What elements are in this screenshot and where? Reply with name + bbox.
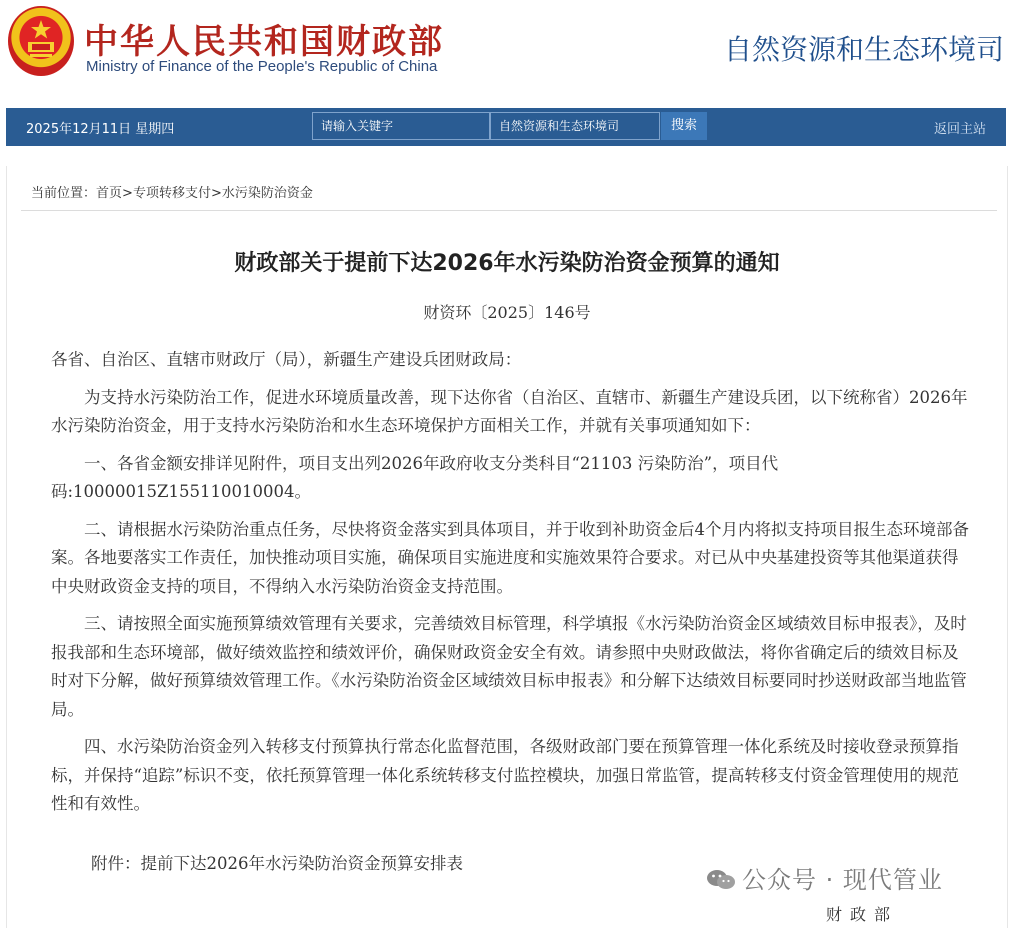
department-title: 自然资源和生态环境司: [723, 33, 1004, 66]
divider: [21, 210, 997, 211]
attachment-link[interactable]: 附件：提前下达2026年水污染防治资金预算安排表: [91, 854, 463, 873]
watermark: [706, 860, 943, 895]
return-home-link[interactable]: 返回主站: [933, 122, 986, 137]
salutation: 各省、自治区、直辖市财政厅（局），新疆生产建设兵团财政局：: [51, 350, 522, 369]
breadcrumb-item-transfer[interactable]: 专项转移支付: [132, 186, 211, 201]
breadcrumb-separator: >: [210, 186, 222, 201]
body-paragraph: 四、水污染防治资金列入转移支付预算执行常态化监督范围，各级财政部门要在预算管理一体化系统及时接收登录预算指标，并保持“追踪”标识不变，依托预算管理一体化系统转移支付监控模块，加强日常监管，提高转移支付资金管理使用的规范性和有效性。: [51, 737, 959, 813]
page-title: 财政部关于提前下达2026年水污染防治资金预算的通知: [234, 251, 780, 276]
national-emblem-icon: [8, 6, 74, 76]
wechat-icon: [706, 869, 736, 891]
breadcrumb-item-home[interactable]: 首页: [96, 186, 123, 201]
content-panel: [6, 166, 1008, 928]
breadcrumb: [31, 182, 313, 201]
breadcrumb-item-water-fund[interactable]: 水污染防治资金: [221, 186, 313, 201]
body-paragraph: 二、请根据水污染防治重点任务，尽快将资金落实到具体项目，并于收到补助资金后4个月内将拟支持项目报生态环境部备案。各地要落实工作责任，加快推动项目实施，确保项目实施进度和实施效果符合要求。对已从中央基建投资等其他渠道获得中央财政资金支持的项目，不得纳入水污染防治资金支持范围。: [51, 519, 969, 596]
site-header: [0, 0, 1012, 100]
body-paragraph: 三、请按照全面实施预算绩效管理有关要求，完善绩效目标管理，科学填报《水污染防治资金区域绩效目标申报表》，及时报我部和生态环境部，做好绩效监控和绩效评价，确保财政资金安全有效。请参照中央财政做法，将你省确定后的绩效目标及时对下分解，做好预算绩效管理工作。《水污染防治资金区域绩效目标申报表》和分解下达绩效目标要同时抄送财政部当地监管局。: [51, 614, 967, 719]
search-scope-select[interactable]: 自然资源和生态环境司: [490, 112, 660, 140]
search-button[interactable]: 搜索: [661, 112, 707, 140]
ministry-name-en: Ministry of Finance of the People's Republic of China: [86, 58, 438, 75]
body-paragraph: 一、各省金额安排详见附件，项目支出列2026年政府收支分类科目“21103 污染防治”，项目代码:10000015Z155110010004。: [51, 453, 779, 501]
current-date: 2025年12月11日 星期四: [26, 122, 175, 137]
document-body: [51, 346, 969, 828]
nav-bar: [6, 108, 1006, 146]
watermark-text: 公众号 · 现代管业: [742, 866, 943, 894]
document-number: 财资环〔2025〕146号: [423, 303, 591, 322]
ministry-name-cn: 中华人民共和国财政部: [84, 22, 444, 62]
body-paragraph: 为支持水污染防治工作，促进水环境质量改善，现下达你省（自治区、直辖市、新疆生产建设兵团，以下统称省）2026年水污染防治资金，用于支持水污染防治和水生态环境保护方面相关工作，并就有关事项通知如下：: [51, 387, 968, 435]
breadcrumb-separator: >: [122, 186, 133, 201]
signer: 财政部: [826, 905, 899, 924]
breadcrumb-label: 当前位置：: [31, 186, 97, 201]
search-input[interactable]: 请输入关键字: [312, 112, 490, 140]
